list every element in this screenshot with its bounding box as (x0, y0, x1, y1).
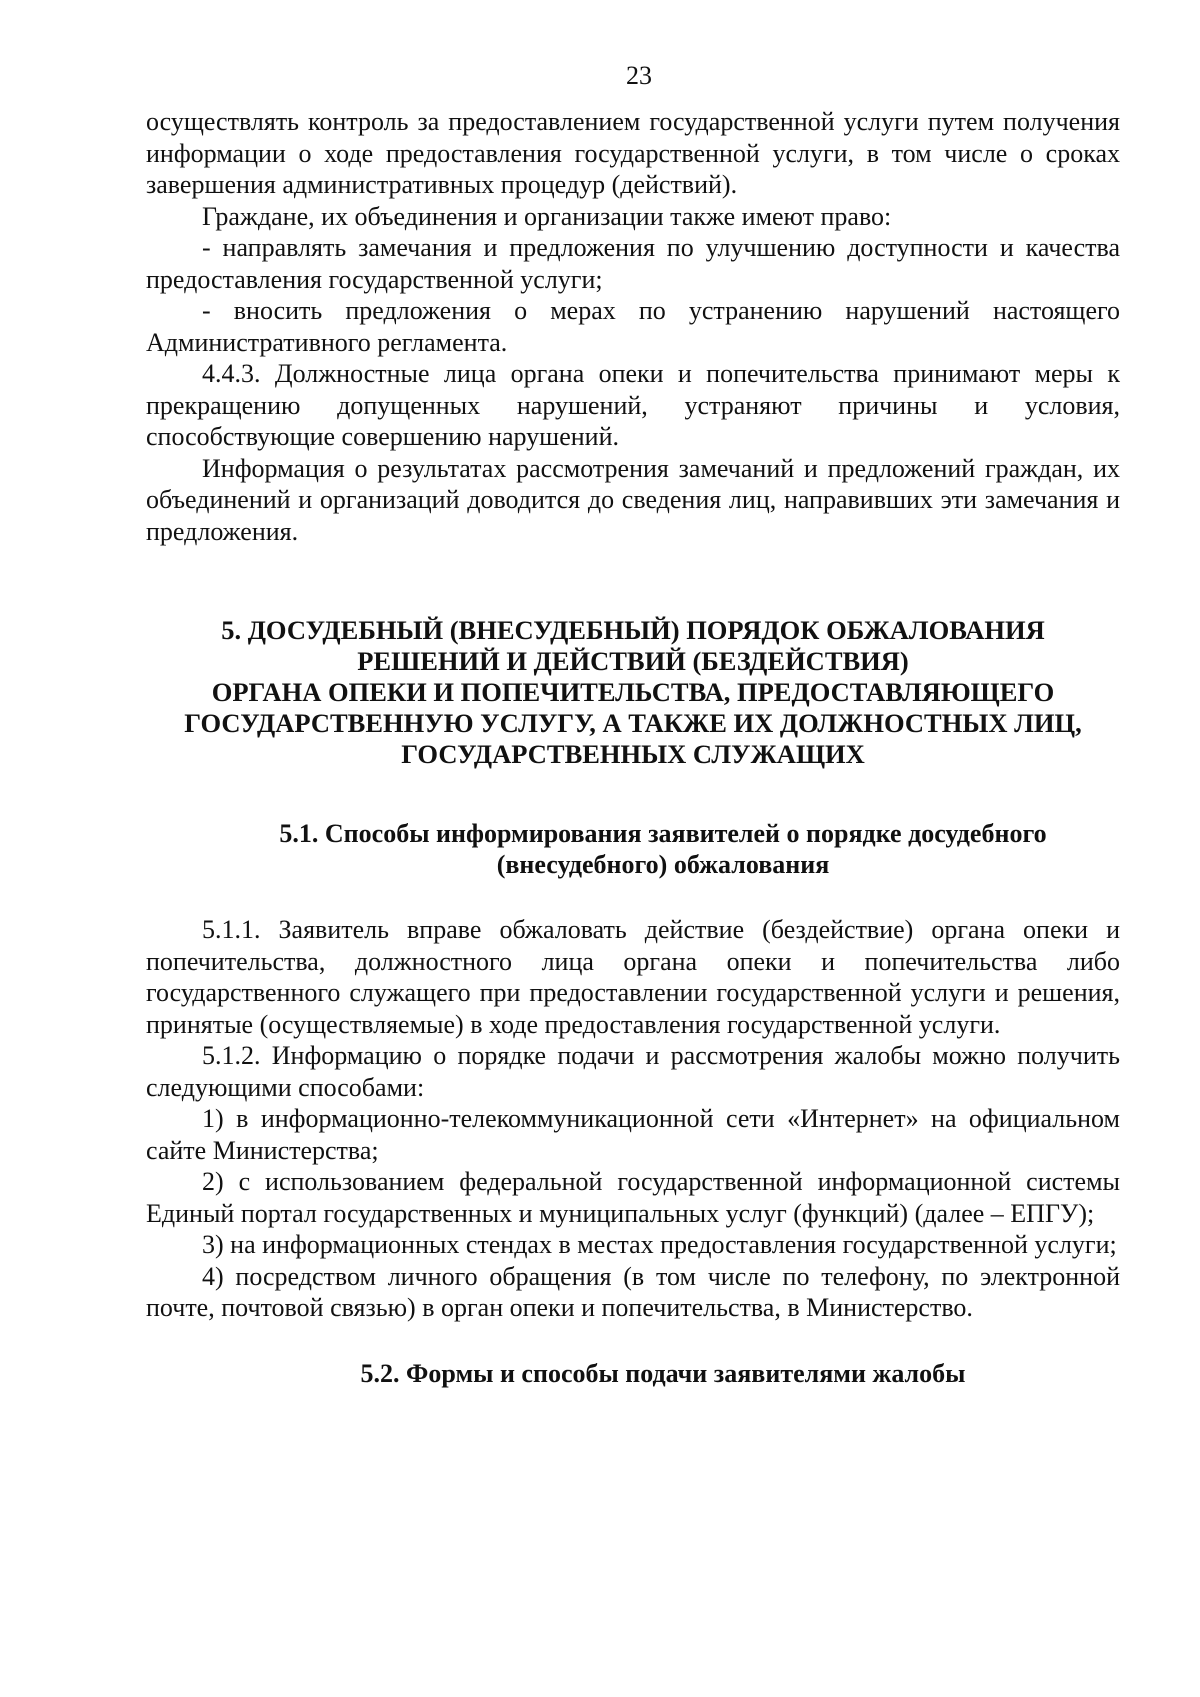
section-5-heading (146, 615, 1120, 770)
list-item-epgu: 2) с использованием федеральной государственной информационной системы Единый портал государственных и муниципальных услуг (функций) (далее – ЕПГУ); (146, 1167, 1120, 1228)
subsection-5-1-heading (146, 818, 1120, 880)
subsection-5-1-heading-line: (внесудебного) обжалования (496, 850, 830, 879)
section-5-heading-line: ГОСУДАРСТВЕННЫХ СЛУЖАЩИХ (401, 739, 865, 769)
paragraph-rights-intro: Граждане, их объединения и организации также имеют право: (202, 201, 892, 231)
section-5-heading-line: РЕШЕНИЙ И ДЕЙСТВИЙ (БЕЗДЕЙСТВИЯ) (357, 646, 909, 676)
paragraph-5-1-2: 5.1.2. Информацию о порядке подачи и рассмотрения жалобы можно получить следующими способами: (146, 1041, 1120, 1102)
paragraph-results-info: Информация о результатах рассмотрения замечаний и предложений граждан, их объединений и организаций доводится до сведения лиц, направивших эти замечания и предложения. (146, 453, 1120, 546)
page-number: 23 (626, 61, 652, 90)
paragraph-right-remarks: - направлять замечания и предложения по улучшению доступности и качества предоставления государственной услуги; (146, 233, 1120, 294)
list-item-personal-appeal: 4) посредством личного обращения (в том числе по телефону, по электронной почте, почтовой связью) в орган опеки и попечительства, в Министерство. (146, 1261, 1120, 1322)
subsection-5-2-heading: 5.2. Формы и способы подачи заявителями жалобы (360, 1358, 966, 1388)
paragraph-right-proposals: - вносить предложения о мерах по устранению нарушений настоящего Административного регламента. (146, 296, 1120, 357)
section-5-heading-line: ОРГАНА ОПЕКИ И ПОПЕЧИТЕЛЬСТВА, ПРЕДОСТАВЛЯЮЩЕГО (211, 677, 1055, 707)
section-5-heading-line: ГОСУДАРСТВЕННУЮ УСЛУГУ, А ТАКЖЕ ИХ ДОЛЖНОСТНЫХ ЛИЦ, (184, 708, 1082, 738)
paragraph-continuation: осуществлять контроль за предоставлением государственной услуги путем получения информации о ходе предоставления государственной услуги, в том числе о сроках завершения административных процедур (действий). (146, 107, 1120, 199)
subsection-5-1-heading-line: 5.1. Способы информирования заявителей о порядке досудебного (279, 819, 1047, 848)
document-page (146, 60, 1120, 1389)
paragraph-5-1-1: 5.1.1. Заявитель вправе обжаловать действие (бездействие) органа опеки и попечительства, должностного лица органа опеки и попечительства либо государственного служащего при предоставлении государственной услуги и решения, принятые (осуществляемые) в ходе предоставления государственной услуги. (146, 915, 1120, 1039)
list-item-stands: 3) на информационных стендах в местах предоставления государственной услуги; (202, 1230, 1117, 1259)
paragraph-4-4-3: 4.4.3. Должностные лица органа опеки и попечительства принимают меры к прекращению допущенных нарушений, устраняют причины и условия, способствующие совершению нарушений. (146, 359, 1120, 451)
list-item-internet: 1) в информационно-телекоммуникационной сети «Интернет» на официальном сайте Министерства; (146, 1104, 1120, 1165)
section-5-heading-line: 5. ДОСУДЕБНЫЙ (ВНЕСУДЕБНЫЙ) ПОРЯДОК ОБЖАЛОВАНИЯ (221, 615, 1045, 645)
